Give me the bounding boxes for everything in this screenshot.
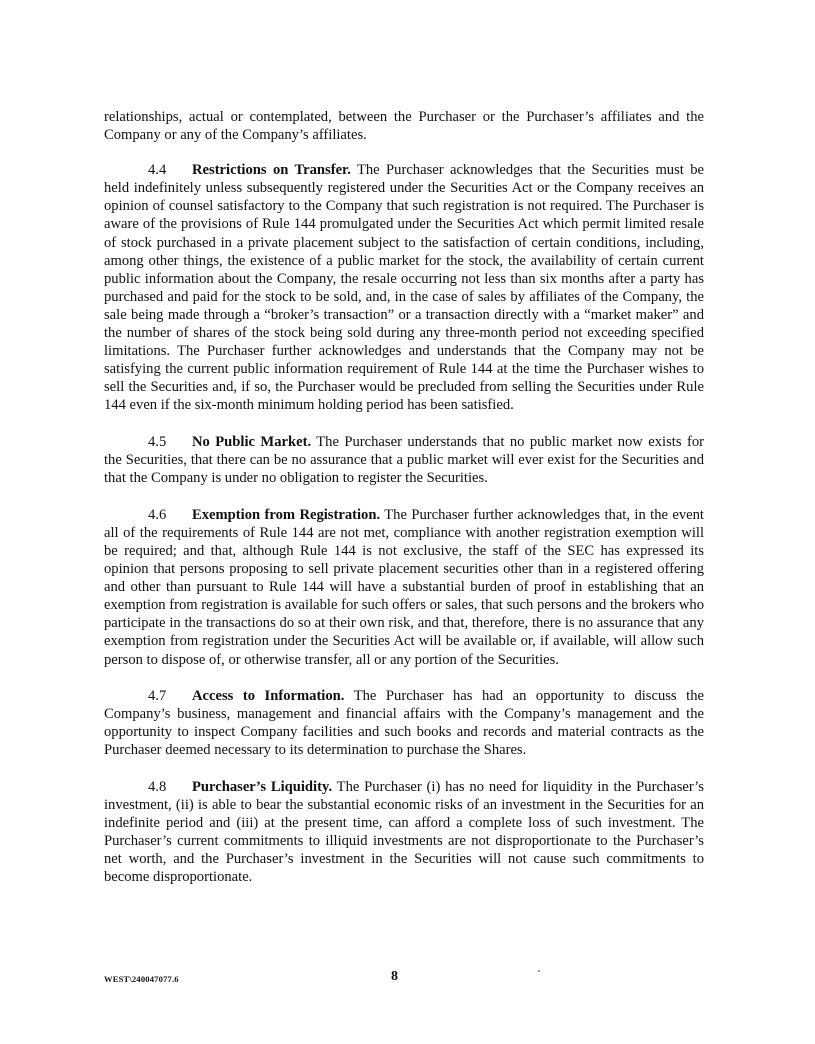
section-number: 4.8 bbox=[148, 779, 167, 795]
section-text: The Purchaser (i) has no need for liquidity in the Purchaser’s investment, (ii) is able to bear the substantial economic risks of an investment in the Securities for an indefinite period and (iii) at the present time, can afford a complete loss of such investment. The Purchaser’s current commitments to illiquid investments are not disproportionate to the Purchaser’s net worth, and the Purchaser’s investment in the Securities will not cause such commitments to become disproportionate. bbox=[104, 779, 704, 886]
section-number: 4.7 bbox=[148, 688, 167, 705]
section-text: The Purchaser understands that no public market now exists for the Securities, that there can be no assurance that a public market will ever exist for the Securities and that the Company is under no obligation to register the Securities. bbox=[104, 434, 704, 487]
section-heading: No Public Market. bbox=[192, 434, 312, 450]
section-4-8 bbox=[104, 778, 704, 887]
section-number: 4.5 bbox=[148, 434, 167, 450]
scan-speck bbox=[538, 970, 540, 972]
page-number: 8 bbox=[391, 969, 398, 984]
section-4-5 bbox=[104, 433, 704, 487]
section-text: The Purchaser acknowledges that the Securities must be held indefinitely unless subsequently registered under the Securities Act or the Company receives an opinion of counsel satisfactory to the Company that such registration is not required. The Purchaser is aware of the provisions of Rule 144 promulgated under the Securities Act which permit limited resale of stock purchased in a private placement subject to the satisfaction of certain conditions, including, among other things, the existence of a public market for the stock, the availability of certain current public information about the Company, the resale occurring not less than six months after a party has purchased and paid for the stock to be sold, and, in the case of sales by affiliates of the Company, the sale being made through a “broker’s transaction” or a transaction directly with a “market maker” and the number of shares of the stock being sold during any three-month period not exceeding specified limitations. The Purchaser further acknowledges and understands that the Company may not be satisfying the current public information requirement of Rule 144 at the time the Purchaser wishes to sell the Securities and, if so, the Purchaser would be precluded from selling the Securities under Rule 144 even if the six-month minimum holding period has been satisfied. bbox=[104, 162, 704, 414]
section-4-7 bbox=[104, 687, 704, 759]
document-id: WEST\240047077.6 bbox=[104, 974, 179, 984]
document-body bbox=[104, 108, 704, 905]
section-text: The Purchaser has had an opportunity to discuss the Company’s business, management and financial affairs with the Company’s management and the opportunity to inspect Company facilities and such books and records and material contracts as the Purchaser deemed necessary to its determination to purchase the Shares. bbox=[104, 688, 704, 759]
intro-paragraph: relationships, actual or contemplated, between the Purchaser or the Purchaser’s affiliates and the Company or any of the Company’s affiliates. bbox=[104, 109, 704, 144]
section-heading: Exemption from Registration. bbox=[192, 506, 381, 523]
section-text: The Purchaser further acknowledges that, in the event all of the requirements of Rule 144 are not met, compliance with another registration exemption will be required; and that, although Rule 144 is not exclusive, the staff of the SEC has expressed its opinion that persons proposing to sell private placement securities other than in a registered offering and other than pursuant to Rule 144 will have a substantial burden of proof in establishing that an exemption from registration is available for such offers or sales, that such persons and the brokers who participate in the transactions do so at their own risk, and that, therefore, there is no assurance that any exemption from registration under the Securities Act will be available or, if available, will allow such person to dispose of, or otherwise transfer, all or any portion of the Securities. bbox=[104, 506, 704, 668]
section-heading: Access to Information. bbox=[192, 688, 345, 705]
section-4-6 bbox=[104, 506, 704, 669]
section-4-4 bbox=[104, 161, 704, 414]
section-number: 4.4 bbox=[148, 162, 167, 179]
section-heading: Restrictions on Transfer. bbox=[192, 162, 351, 179]
section-number: 4.6 bbox=[148, 506, 167, 523]
section-heading: Purchaser’s Liquidity. bbox=[192, 779, 333, 795]
